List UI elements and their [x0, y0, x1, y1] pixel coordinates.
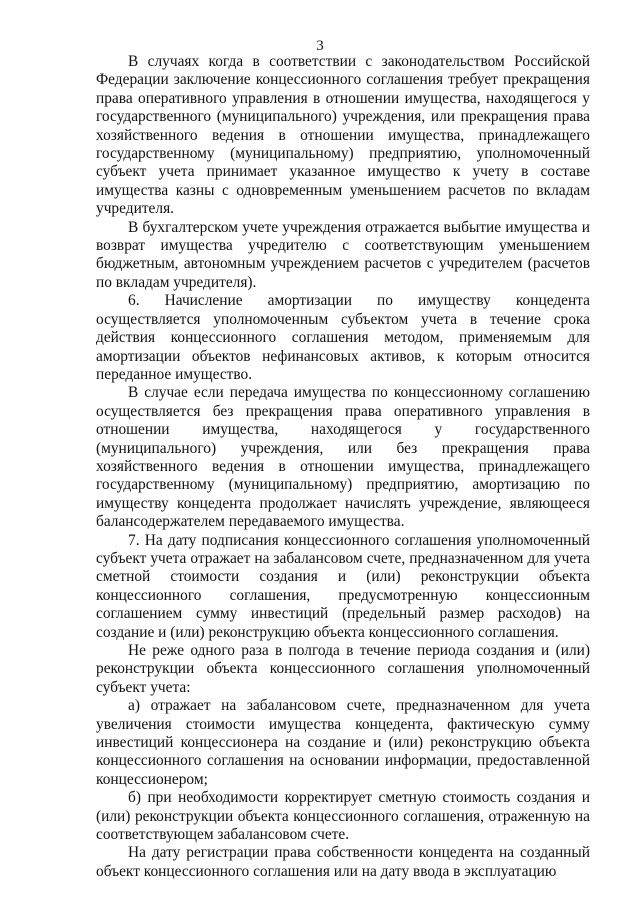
document-body [96, 53, 590, 881]
paragraph: В случае если передача имущества по концессионному соглашению осуществляется без прекращения права оперативного управления в отношении имущества, находящегося у государственного (муниципального) учреждения, или без прекращения права хозяйственного ведения в отношении имущества, принадлежащего государственному (муниципальному) предприятию, амортизацию по имуществу концедента продолжает начислять учреждение, являющееся балансодержателем передаваемого имущества. [96, 384, 590, 531]
paragraph: а) отражает на забалансовом счете, предназначенном для учета увеличения стоимости имущества концедента, фактическую сумму инвестиций концессионера на создание и (или) реконструкцию объекта концессионного соглашения на основании информации, предоставленной концессионером; [96, 697, 590, 788]
paragraph: В бухгалтерском учете учреждения отражается выбытие имущества и возврат имущества учредителю с соответствующим уменьшением бюджетным, автономным учреждением расчетов с учредителем (расчетов по вкладам учредителя). [96, 218, 590, 291]
page-number: 3 [316, 38, 324, 54]
paragraph: 7. На дату подписания концессионного соглашения уполномоченный субъект учета отражает на забалансовом счете, предназначенном для учета сметной стоимости создания и (или) реконструкции объекта концессионного соглашения, предусмотренную концессионным соглашением сумму инвестиций (предельный размер расходов) на создание и (или) реконструкцию объекта концессионного соглашения. [96, 531, 590, 641]
paragraph: На дату регистрации права собственности концедента на созданный объект концессионного соглашения или на дату ввода в эксплуатацию [96, 844, 590, 880]
paragraph: Не реже одного раза в полгода в течение периода создания и (или) реконструкции объекта концессионного соглашения уполномоченный субъект учета: [96, 642, 590, 696]
paragraph: В случаях когда в соответствии с законодательством Российской Федерации заключение концессионного соглашения требует прекращения права оперативного управления в отношении имущества, находящегося у государственного (муниципального) учреждения, или прекращения права хозяйственного ведения в отношении имущества, принадлежащего государственному (муниципальному) предприятию, уполномоченный субъект учета принимает указанное имущество к учету в составе имущества казны с одновременным уменьшением расчетов по вкладам учредителя. [96, 53, 590, 218]
paragraph: 6. Начисление амортизации по имуществу концедента осуществляется уполномоченным субъектом учета в течение срока действия концессионного соглашения методом, применяемым для амортизации объектов нефинансовых активов, к которым относится переданное имущество. [96, 292, 590, 383]
paragraph: б) при необходимости корректирует сметную стоимость создания и (или) реконструкции объекта концессионного соглашения, отраженную на соответствующем забалансовом счете. [96, 789, 590, 844]
